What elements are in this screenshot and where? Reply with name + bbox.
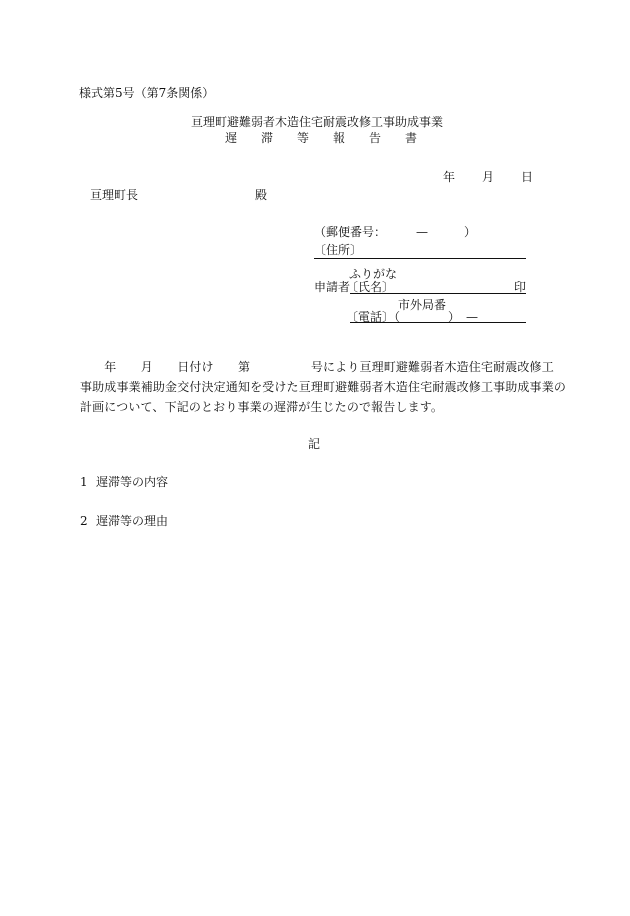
name-label: 〔氏名〕 xyxy=(346,280,395,294)
phone-label: 〔電話〕（ ） — xyxy=(346,310,479,324)
section-2-number: 2 xyxy=(80,514,88,528)
postal-code-field: （郵便番号： — ） xyxy=(314,225,477,239)
body-text-line-2: 事助成事業補助金交付決定通知を受けた亘理町避難弱者木造住宅耐震改修工事助成事業の xyxy=(80,380,567,394)
ki-heading: 記 xyxy=(308,437,321,451)
address-underline xyxy=(314,258,526,259)
document-title-report: 遅 滞 等 報 告 書 xyxy=(225,131,418,145)
address-label: 〔住所〕 xyxy=(314,243,363,257)
section-2-label: 遅滞等の理由 xyxy=(96,514,169,528)
area-code-note: 市外局番 xyxy=(398,298,447,312)
recipient-name: 亘理町長 xyxy=(90,188,139,202)
date-fields: 年 月 日 xyxy=(443,170,535,184)
document-title: 亘理町避難弱者木造住宅耐震改修工事助成事業 xyxy=(191,115,444,129)
seal-mark: 印 xyxy=(514,280,527,294)
body-text-line-1: 年 月 日付け 第 号により亘理町避難弱者木造住宅耐震改修工 xyxy=(80,360,554,374)
body-text-line-3: 計画について、下記のとおり事業の遅滞が生じたので報告します。 xyxy=(80,400,444,414)
section-1-label: 遅滞等の内容 xyxy=(96,475,169,489)
name-underline xyxy=(350,293,526,294)
phone-underline xyxy=(350,322,526,323)
recipient-honorific: 殿 xyxy=(255,188,268,202)
section-1-number: 1 xyxy=(80,475,88,489)
furigana-label: ふりがな xyxy=(349,267,398,281)
form-number: 様式第5号（第7条関係） xyxy=(79,86,215,100)
applicant-label: 申請者 xyxy=(314,280,351,294)
